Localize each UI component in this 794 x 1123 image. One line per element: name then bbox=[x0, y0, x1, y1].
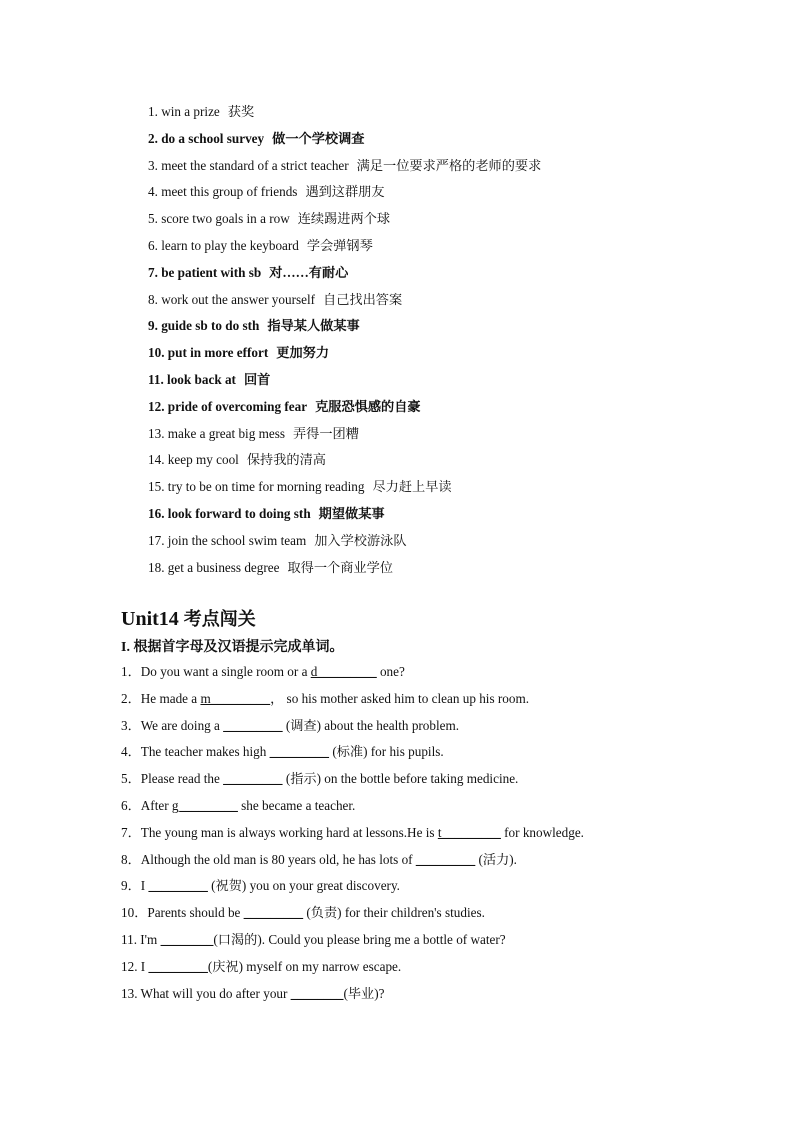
phrase-english: 1. win a prize bbox=[148, 104, 220, 119]
exercise-text: (指示) on the bottle before taking medicine. bbox=[282, 771, 519, 787]
unit-title-english: Unit14 bbox=[121, 608, 179, 630]
phrase-english: 6. learn to play the keyboard bbox=[148, 237, 299, 253]
phrase-chinese: 尽力赶上早读 bbox=[372, 479, 452, 495]
exercise-text: (负责) for their children's studies. bbox=[303, 905, 485, 921]
exercise-text: (庆祝) myself on my narrow escape. bbox=[207, 958, 402, 974]
exercise-text: 12. I bbox=[121, 958, 149, 974]
phrase-english: 7. be patient with sb bbox=[148, 264, 262, 280]
phrase-item bbox=[148, 424, 768, 451]
phrase-english: 16. look forward to doing sth bbox=[148, 505, 311, 521]
phrase-english: 2. do a school survey bbox=[148, 130, 265, 146]
answer-blank[interactable]: _________ bbox=[148, 878, 208, 894]
answer-blank[interactable]: _________ bbox=[223, 771, 283, 787]
exercise-item bbox=[121, 662, 681, 689]
exercise-text: ， so his mother asked him to clean up his room. bbox=[270, 690, 530, 706]
exercise-text: 1．Do you want a single room or a bbox=[121, 664, 311, 679]
phrase-chinese: 对……有耐心 bbox=[269, 264, 349, 280]
exercise-text: (口渴的). Could you please bring me a bottle of water? bbox=[213, 931, 506, 947]
phrase-item bbox=[148, 316, 768, 343]
phrase-item bbox=[148, 558, 768, 585]
phrase-item bbox=[148, 263, 768, 290]
phrase-item bbox=[148, 477, 768, 504]
phrase-item bbox=[148, 236, 768, 263]
exercise-item bbox=[121, 689, 681, 716]
exercise-text: 3．We are doing a bbox=[121, 717, 224, 733]
exercise-text: one? bbox=[376, 664, 405, 679]
answer-blank[interactable]: _________ bbox=[269, 744, 330, 760]
phrase-chinese: 满足一位要求严格的老师的要求 bbox=[356, 157, 542, 173]
phrase-chinese: 指导某人做某事 bbox=[267, 318, 360, 334]
phrase-item bbox=[148, 343, 768, 370]
phrase-chinese: 连续踢进两个球 bbox=[297, 211, 391, 227]
phrase-item bbox=[148, 370, 768, 397]
phrase-item bbox=[148, 450, 768, 477]
exercise-text: (调查) about the health problem. bbox=[282, 717, 460, 733]
phrase-chinese: 取得一个商业学位 bbox=[287, 559, 393, 575]
exercise-text: 8．Although the old man is 80 years old, he has lots of bbox=[121, 851, 416, 867]
exercise-item bbox=[121, 742, 681, 769]
exercise-text: 9．I bbox=[121, 878, 149, 894]
phrase-english: 5. score two goals in a row bbox=[148, 211, 290, 227]
phrase-english: 11. look back at bbox=[148, 371, 236, 387]
exercise-text: for knowledge. bbox=[500, 824, 584, 840]
exercise-item bbox=[121, 796, 681, 823]
phrase-chinese: 更加努力 bbox=[276, 345, 330, 361]
phrase-english: 9. guide sb to do sth bbox=[148, 318, 260, 334]
phrase-chinese: 遇到这群朋友 bbox=[305, 184, 385, 200]
answer-blank[interactable]: g_________ bbox=[171, 797, 238, 813]
phrase-item bbox=[148, 290, 768, 317]
phrase-item bbox=[148, 504, 768, 531]
exercise-text: 11. I'm bbox=[121, 931, 161, 947]
phrase-item bbox=[148, 156, 768, 183]
phrase-english: 8. work out the answer yourself bbox=[148, 291, 316, 307]
exercise-text: 13. What will you do after your bbox=[121, 985, 291, 1001]
phrase-list bbox=[148, 102, 768, 584]
phrase-english: 12. pride of overcoming fear bbox=[148, 398, 308, 414]
phrase-item bbox=[148, 397, 768, 424]
exercise-text: 7．The young man is always working hard at lessons.He is bbox=[121, 824, 438, 840]
exercise-text: 5．Please read the bbox=[121, 771, 224, 787]
phrase-chinese: 弄得一团糟 bbox=[292, 425, 359, 441]
exercise-text: (毕业)? bbox=[343, 985, 385, 1001]
exercise-item bbox=[121, 984, 681, 1011]
phrase-chinese: 自己找出答案 bbox=[323, 291, 403, 307]
phrase-english: 18. get a business degree bbox=[148, 559, 280, 575]
exercise-item bbox=[121, 850, 681, 877]
phrase-item bbox=[148, 129, 768, 156]
exercise-text: (活力). bbox=[475, 851, 517, 867]
phrase-chinese: 克服恐惧感的自豪 bbox=[315, 398, 421, 414]
exercise-text: 2．He made a bbox=[121, 690, 201, 706]
phrase-english: 4. meet this group of friends bbox=[148, 184, 298, 200]
exercise-text: 4．The teacher makes high bbox=[121, 744, 270, 760]
exercise-text: she became a teacher. bbox=[237, 797, 356, 813]
phrase-chinese: 期望做某事 bbox=[318, 505, 385, 521]
phrase-item bbox=[148, 102, 768, 129]
answer-blank[interactable]: _________ bbox=[243, 905, 304, 921]
phrase-chinese: 学会弹钢琴 bbox=[306, 237, 373, 253]
exercise-item bbox=[121, 930, 681, 957]
exercise-text: (祝贺) you on your great discovery. bbox=[207, 878, 400, 894]
phrase-english: 17. join the school swim team bbox=[148, 532, 307, 548]
phrase-english: 14. keep my cool bbox=[148, 452, 239, 468]
section-title: I. 根据首字母及汉语提示完成单词。 bbox=[121, 640, 344, 655]
exercise-item bbox=[121, 903, 681, 930]
phrase-chinese: 回首 bbox=[243, 371, 271, 387]
phrase-english: 3. meet the standard of a strict teacher bbox=[148, 157, 349, 173]
answer-blank[interactable]: _________ bbox=[415, 851, 476, 867]
phrase-chinese: 保持我的清高 bbox=[246, 452, 326, 468]
phrase-item bbox=[148, 182, 768, 209]
exercise-text: 10．Parents should be bbox=[121, 905, 244, 921]
exercise-item bbox=[121, 957, 681, 984]
phrase-english: 15. try to be on time for morning reading bbox=[148, 479, 365, 495]
exercise-item bbox=[121, 769, 681, 796]
phrase-chinese: 做一个学校调查 bbox=[272, 130, 365, 146]
answer-blank[interactable]: _________ bbox=[148, 958, 208, 974]
exercise-text: 6．After bbox=[121, 797, 172, 813]
exercise-item bbox=[121, 716, 681, 743]
phrase-chinese: 加入学校游泳队 bbox=[314, 532, 407, 548]
phrase-item bbox=[148, 209, 768, 236]
answer-blank[interactable]: ________ bbox=[160, 931, 214, 947]
unit-title-chinese: 考点闯关 bbox=[183, 609, 256, 630]
answer-blank[interactable]: m_________ bbox=[200, 690, 271, 706]
phrase-english: 10. put in more effort bbox=[148, 345, 269, 361]
answer-blank[interactable]: d_________ bbox=[310, 664, 377, 679]
exercise-text: (标准) for his pupils. bbox=[329, 744, 444, 760]
exercise-item bbox=[121, 823, 681, 850]
exercise-item bbox=[121, 876, 681, 903]
phrase-chinese: 获奖 bbox=[227, 104, 255, 119]
unit-title bbox=[121, 605, 256, 631]
answer-blank[interactable]: _________ bbox=[223, 717, 283, 733]
answer-blank[interactable]: ________ bbox=[290, 985, 344, 1001]
exercise-list bbox=[121, 662, 681, 1010]
phrase-item bbox=[148, 531, 768, 558]
phrase-english: 13. make a great big mess bbox=[148, 425, 285, 441]
answer-blank[interactable]: t_________ bbox=[437, 824, 501, 840]
